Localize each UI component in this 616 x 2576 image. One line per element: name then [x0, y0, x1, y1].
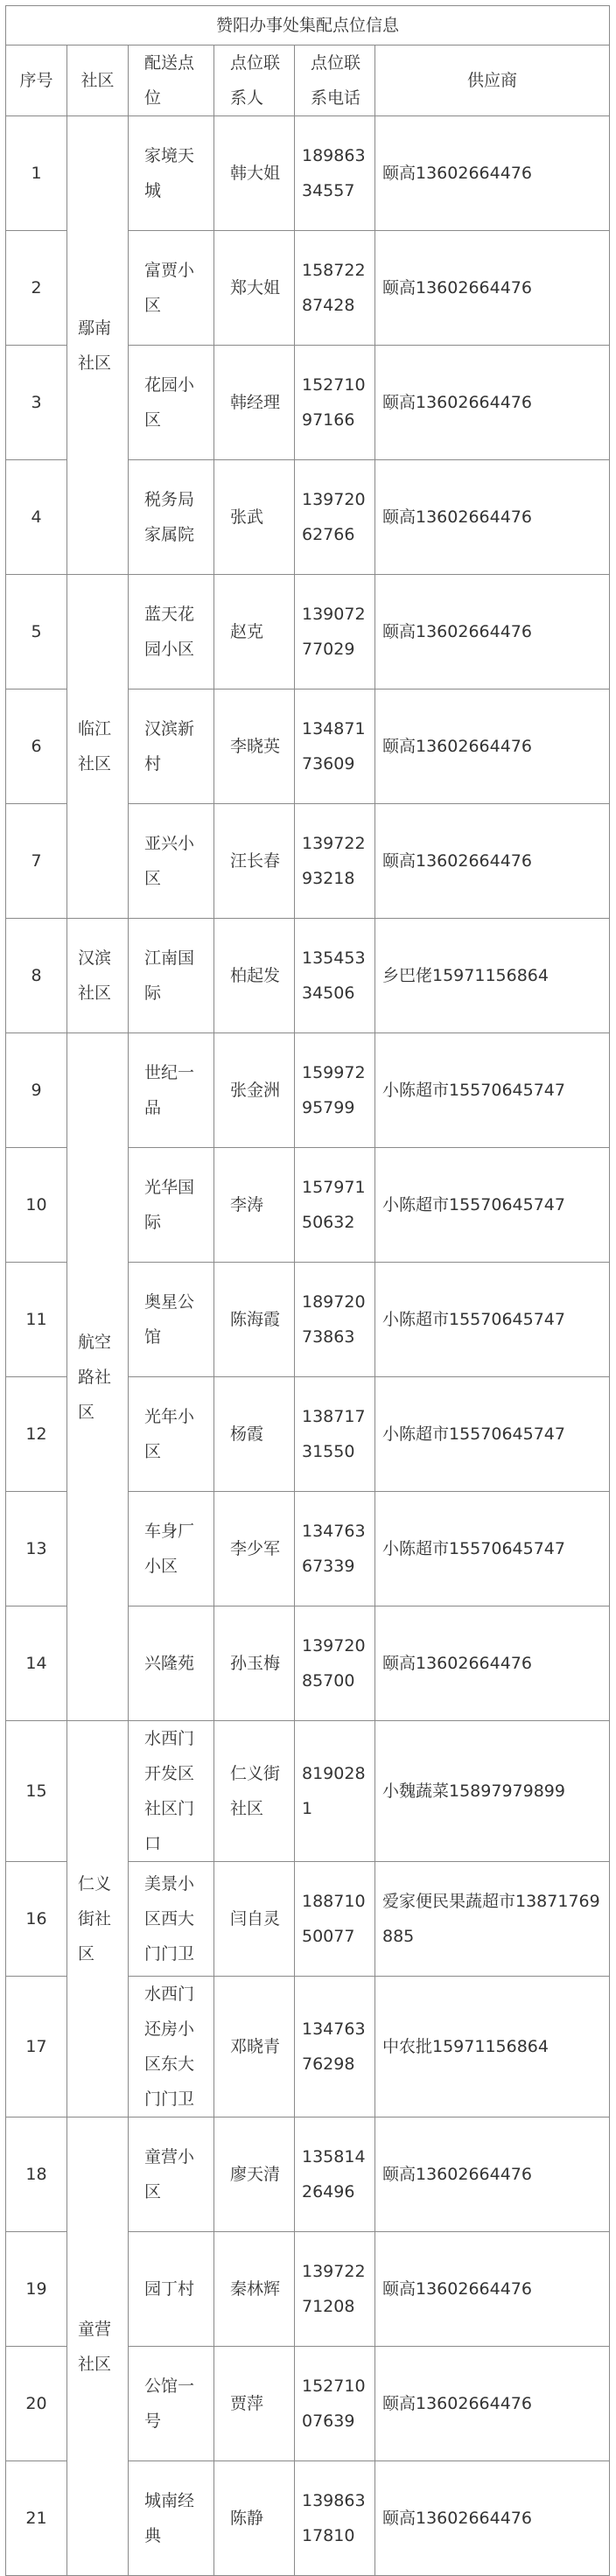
cell-supplier: 颐高13602664476	[375, 2118, 610, 2232]
cell-point: 兴隆苑	[129, 1606, 214, 1721]
cell-supplier: 中农批15971156864	[375, 1977, 610, 2118]
cell-phone: 13871731550	[295, 1377, 375, 1492]
cell-community: 汉滨社区	[67, 919, 129, 1033]
cell-no: 20	[6, 2347, 67, 2461]
cell-supplier: 颐高13602664476	[375, 116, 610, 231]
cell-contact: 邓晓青	[214, 1977, 295, 2118]
cell-no: 13	[6, 1492, 67, 1606]
cell-supplier: 颐高13602664476	[375, 231, 610, 346]
cell-no: 6	[6, 690, 67, 804]
cell-no: 21	[6, 2461, 67, 2576]
cell-community: 仁义街社区	[67, 1721, 129, 2118]
cell-supplier: 爱家便民果蔬超市13871769885	[375, 1862, 610, 1977]
cell-no: 8	[6, 919, 67, 1033]
cell-no: 10	[6, 1148, 67, 1263]
table-body	[6, 6, 610, 2576]
cell-point: 城南经典	[129, 2461, 214, 2576]
cell-supplier: 颐高13602664476	[375, 346, 610, 460]
cell-no: 16	[6, 1862, 67, 1977]
cell-point: 光年小区	[129, 1377, 214, 1492]
cell-phone: 15997295799	[295, 1033, 375, 1148]
header-row	[6, 46, 610, 116]
cell-phone: 15271007639	[295, 2347, 375, 2461]
cell-no: 1	[6, 116, 67, 231]
cell-contact: 赵克	[214, 575, 295, 690]
cell-phone: 13972271208	[295, 2232, 375, 2347]
cell-contact: 柏起发	[214, 919, 295, 1033]
cell-contact: 韩经理	[214, 346, 295, 460]
header-community: 社区	[67, 46, 129, 116]
table-title: 赞阳办事处集配点位信息	[6, 6, 610, 46]
cell-supplier: 颐高13602664476	[375, 804, 610, 919]
cell-phone: 13986317810	[295, 2461, 375, 2576]
cell-supplier: 颐高13602664476	[375, 2347, 610, 2461]
cell-point: 花园小区	[129, 346, 214, 460]
cell-point: 公馆一号	[129, 2347, 214, 2461]
cell-point: 水西门开发区社区门口	[129, 1721, 214, 1862]
cell-community: 临江社区	[67, 575, 129, 919]
cell-no: 2	[6, 231, 67, 346]
cell-phone: 15271097166	[295, 346, 375, 460]
cell-supplier: 小陈超市15570645747	[375, 1263, 610, 1377]
cell-supplier: 小陈超市15570645747	[375, 1492, 610, 1606]
cell-contact: 张武	[214, 460, 295, 575]
cell-community: 鄢南社区	[67, 116, 129, 575]
cell-point: 世纪一品	[129, 1033, 214, 1148]
cell-supplier: 颐高13602664476	[375, 2232, 610, 2347]
cell-phone: 15797150632	[295, 1148, 375, 1263]
title-row	[6, 6, 610, 46]
cell-community: 航空路社区	[67, 1033, 129, 1721]
cell-no: 4	[6, 460, 67, 575]
cell-point: 江南国际	[129, 919, 214, 1033]
cell-phone: 13476376298	[295, 1977, 375, 2118]
cell-supplier: 小陈超市15570645747	[375, 1148, 610, 1263]
cell-no: 5	[6, 575, 67, 690]
cell-phone: 18871050077	[295, 1862, 375, 1977]
header-phone: 点位联系电话	[295, 46, 375, 116]
cell-point: 家境天城	[129, 116, 214, 231]
cell-phone: 8190281	[295, 1721, 375, 1862]
cell-no: 14	[6, 1606, 67, 1721]
cell-contact: 张金洲	[214, 1033, 295, 1148]
cell-point: 蓝天花园小区	[129, 575, 214, 690]
cell-point: 美景小区西大门门卫	[129, 1862, 214, 1977]
cell-supplier: 乡巴佬15971156864	[375, 919, 610, 1033]
table-row	[6, 1033, 610, 1148]
cell-supplier: 颐高13602664476	[375, 460, 610, 575]
cell-point: 富贾小区	[129, 231, 214, 346]
cell-point: 车身厂小区	[129, 1492, 214, 1606]
cell-contact: 汪长春	[214, 804, 295, 919]
cell-supplier: 小陈超市15570645747	[375, 1377, 610, 1492]
cell-point: 税务局家属院	[129, 460, 214, 575]
cell-supplier: 小魏蔬菜15897979899	[375, 1721, 610, 1862]
table-row	[6, 919, 610, 1033]
cell-contact: 廖天清	[214, 2118, 295, 2232]
cell-point: 奥星公馆	[129, 1263, 214, 1377]
cell-point: 光华国际	[129, 1148, 214, 1263]
cell-phone: 13972293218	[295, 804, 375, 919]
cell-no: 9	[6, 1033, 67, 1148]
cell-phone: 13972062766	[295, 460, 375, 575]
cell-no: 15	[6, 1721, 67, 1862]
cell-supplier: 小陈超市15570645747	[375, 1033, 610, 1148]
cell-contact: 仁义街社区	[214, 1721, 295, 1862]
cell-contact: 陈静	[214, 2461, 295, 2576]
cell-supplier: 颐高13602664476	[375, 575, 610, 690]
cell-community: 童营社区	[67, 2118, 129, 2576]
table-row	[6, 2118, 610, 2232]
cell-contact: 郑大姐	[214, 231, 295, 346]
header-contact: 点位联系人	[214, 46, 295, 116]
header-no: 序号	[6, 46, 67, 116]
cell-supplier: 颐高13602664476	[375, 2461, 610, 2576]
cell-contact: 韩大姐	[214, 116, 295, 231]
table-row	[6, 1721, 610, 1862]
cell-contact: 闫自灵	[214, 1862, 295, 1977]
cell-contact: 李晓英	[214, 690, 295, 804]
cell-supplier: 颐高13602664476	[375, 690, 610, 804]
cell-contact: 李涛	[214, 1148, 295, 1263]
cell-point: 园丁村	[129, 2232, 214, 2347]
cell-phone: 13487173609	[295, 690, 375, 804]
cell-no: 11	[6, 1263, 67, 1377]
cell-supplier: 颐高13602664476	[375, 1606, 610, 1721]
cell-no: 7	[6, 804, 67, 919]
cell-phone: 13545334506	[295, 919, 375, 1033]
cell-phone: 18972073863	[295, 1263, 375, 1377]
cell-no: 19	[6, 2232, 67, 2347]
table-row	[6, 116, 610, 231]
cell-no: 12	[6, 1377, 67, 1492]
cell-contact: 秦林辉	[214, 2232, 295, 2347]
header-supplier: 供应商	[375, 46, 610, 116]
cell-phone: 15872287428	[295, 231, 375, 346]
cell-phone: 13972085700	[295, 1606, 375, 1721]
cell-no: 3	[6, 346, 67, 460]
cell-point: 童营小区	[129, 2118, 214, 2232]
cell-contact: 陈海霞	[214, 1263, 295, 1377]
cell-contact: 孙玉梅	[214, 1606, 295, 1721]
cell-contact: 贾萍	[214, 2347, 295, 2461]
cell-point: 水西门还房小区东大门门卫	[129, 1977, 214, 2118]
distribution-points-table	[5, 5, 610, 2576]
table-row	[6, 575, 610, 690]
header-point: 配送点位	[129, 46, 214, 116]
cell-point: 亚兴小区	[129, 804, 214, 919]
cell-phone: 13907277029	[295, 575, 375, 690]
cell-contact: 杨霞	[214, 1377, 295, 1492]
cell-phone: 18986334557	[295, 116, 375, 231]
cell-phone: 13581426496	[295, 2118, 375, 2232]
cell-contact: 李少军	[214, 1492, 295, 1606]
cell-point: 汉滨新村	[129, 690, 214, 804]
cell-phone: 13476367339	[295, 1492, 375, 1606]
cell-no: 18	[6, 2118, 67, 2232]
cell-no: 17	[6, 1977, 67, 2118]
